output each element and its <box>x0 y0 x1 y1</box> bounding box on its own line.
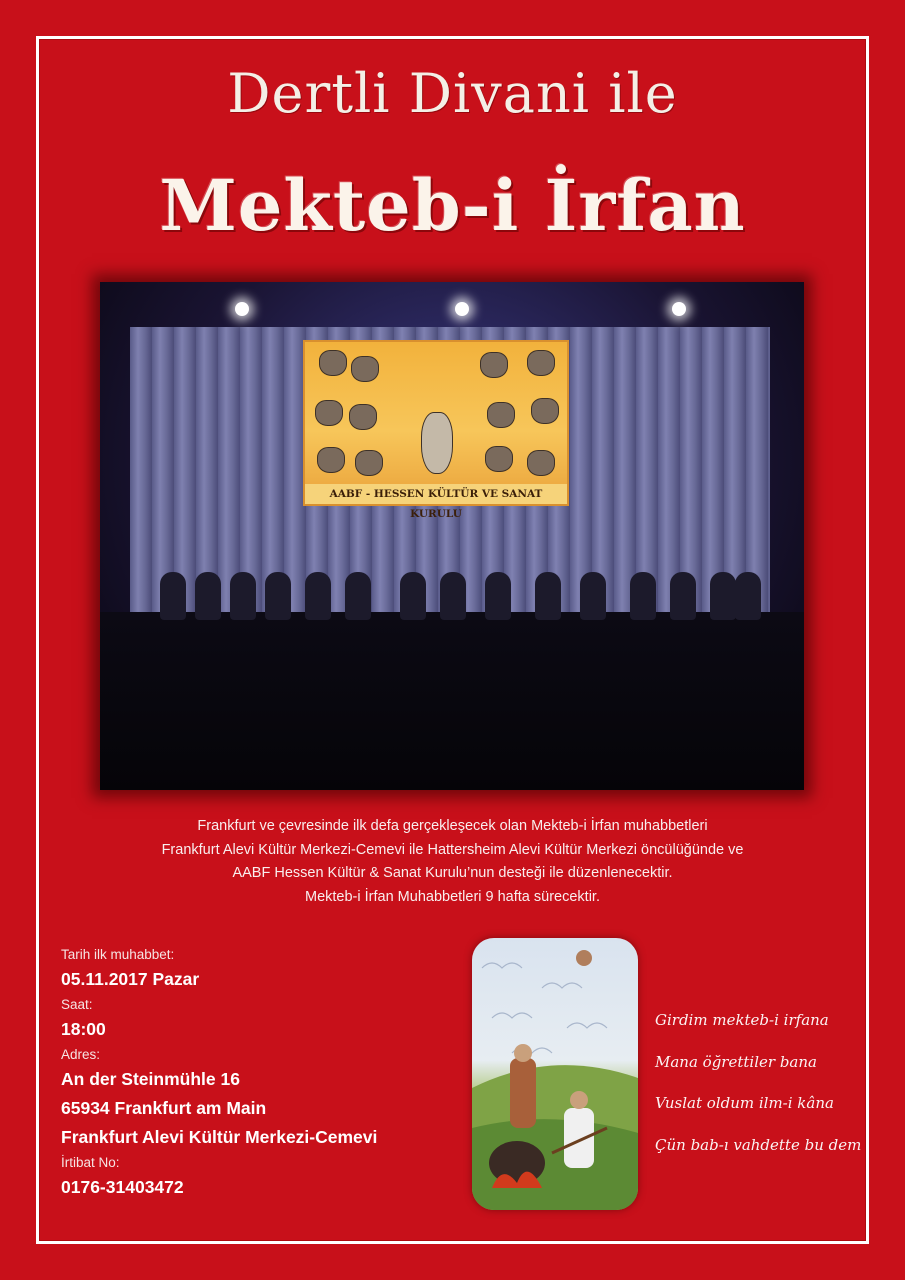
musician <box>710 572 736 620</box>
miniature-illustration <box>472 938 638 1210</box>
date-label: Tarih ilk muhabbet: <box>61 947 175 962</box>
musician <box>735 572 761 620</box>
stage-floor <box>100 612 804 790</box>
address-line: 65934 Frankfurt am Main <box>61 1098 267 1118</box>
portrait <box>480 352 508 378</box>
portrait <box>527 450 555 476</box>
musician <box>630 572 656 620</box>
concert-photo <box>100 282 804 790</box>
musician <box>265 572 291 620</box>
musician <box>195 572 221 620</box>
address-line: Frankfurt Alevi Kültür Merkezi-Cemevi <box>61 1127 378 1147</box>
musician <box>580 572 606 620</box>
banner-caption: AABF - HESSEN KÜLTÜR VE SANAT KURULU <box>305 484 567 504</box>
musician <box>345 572 371 620</box>
event-description <box>60 815 845 909</box>
musician <box>535 572 561 620</box>
poem-line: Vuslat oldum ilm-i kâna <box>655 1094 834 1112</box>
portrait <box>317 447 345 473</box>
address-line: An der Steinmühle 16 <box>61 1069 240 1089</box>
musician <box>160 572 186 620</box>
musician <box>305 572 331 620</box>
description-line: Frankfurt ve çevresinde ilk defa gerçekleşecek olan Mekteb-i İrfan muhabbetleri <box>197 818 708 834</box>
portrait <box>531 398 559 424</box>
contact-value: 0176-31403472 <box>61 1177 184 1197</box>
portrait <box>485 446 513 472</box>
address-label: Adres: <box>61 1047 101 1062</box>
musician <box>400 572 426 620</box>
poster-subtitle: Dertli Divani ile <box>227 62 678 125</box>
description-line: AABF Hessen Kültür & Sanat Kurulu’nun desteği ile düzenlenecektir. <box>232 865 673 881</box>
musician <box>230 572 256 620</box>
poster-title: Mekteb-i İrfan <box>159 164 746 247</box>
time-value: 18:00 <box>61 1019 106 1039</box>
spotlight <box>455 302 469 316</box>
portrait <box>319 350 347 376</box>
contact-label: İrtibat No: <box>61 1155 120 1170</box>
portrait <box>527 350 555 376</box>
musician <box>485 572 511 620</box>
poem <box>655 1000 875 1166</box>
event-details <box>61 944 461 1202</box>
description-line: Frankfurt Alevi Kültür Merkezi-Cemevi ile Hattersheim Alevi Kültür Merkezi öncülüğünde ve <box>161 841 744 858</box>
stage-banner <box>303 340 569 520</box>
portrait <box>315 400 343 426</box>
poem-line: Girdim mekteb-i irfana <box>655 1011 829 1029</box>
portrait <box>487 402 515 428</box>
poem-line: Mana öğrettiler bana <box>655 1052 817 1071</box>
musician <box>440 572 466 620</box>
date-value: 05.11.2017 Pazar <box>61 969 200 989</box>
time-label: Saat: <box>61 997 93 1012</box>
central-figure <box>421 412 453 474</box>
portrait <box>351 356 379 382</box>
miniature-painting <box>472 938 638 1210</box>
description-line: Mekteb-i İrfan Muhabbetleri 9 hafta sürecektir. <box>305 888 600 905</box>
musician <box>670 572 696 620</box>
poem-line: Çün bab-ı vahdette bu dem <box>655 1135 862 1154</box>
portrait <box>355 450 383 476</box>
spotlight <box>235 302 249 316</box>
spotlight <box>672 302 686 316</box>
portrait <box>349 404 377 430</box>
